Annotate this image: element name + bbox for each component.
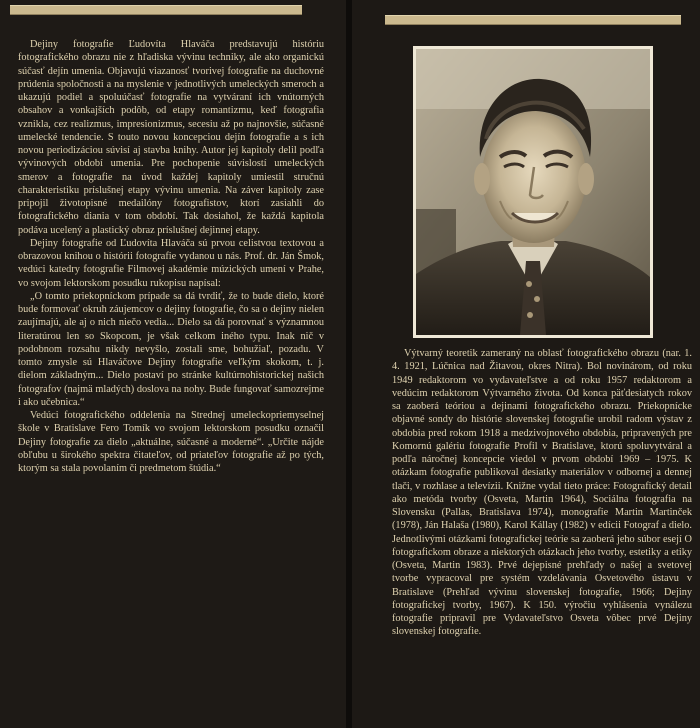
paragraph-intro: Dejiny fotografie Ľudovíta Hlaváča predstavujú históriu fotografického obrazu nie z hľadiska vývinu techniky, ale ako organickú súčasť dejín umenia. Objavujú viazanosť tvorivej fotografie na duchovné prúdenia spoločnosti a na myslenie v jednotlivých umeleckých smeroch a ukazujú podiel a spoluúčasť fotografie na vytváraní ich vnútorných obsahov a vonkajších podôb, od etapy romantizmu, keď fotografia vznikla, cez realizmus, impresionizmus, secesiu až po najnovšie, súčasné umelecké tendencie. S touto novou koncepciou dejín fotografie a s ich novou periodizáciou súvisí aj stavba knihy. Autor jej kapitoly delil podľa vývinových období umenia. Pre pochopenie súvislostí umeleckých smerov a fotografie na úvod každej kapitoly umiestil stručnú charakteristiku príslušnej etapy vývinu umenia. Na záver kapitoly zase pripojil životopisné medailóny fotografistov, ktorí zasiahli do fotografického diania v tom období. Tak dosiahol, že každá kapitola podáva ucelený a plastický obraz príslušnej dejinnej etapy. (18, 39, 324, 236)
paragraph-tomik-review: Vedúci fotografického oddelenia na Strednej umeleckopriemyselnej škole v Bratislave Fero Tomík vo svojom lektorskom posudku označil Dejiny fotografie za dielo „aktuálne, súčasné a moderné“. „Určite nájde obľubu u širokého spektra čitateľov, od priateľov fotografie až po tých, ktorým sa stala povolaním či predmetom štúdia.“ (18, 410, 324, 474)
author-portrait-photo (416, 49, 650, 335)
left-text-column (18, 38, 324, 475)
right-decorative-rule (385, 15, 681, 25)
author-biography: Výtvarný teoretik zameraný na oblasť fotografického obrazu (nar. 1. 4. 1921, Lúčnica nad Žitavou, okres Nitra). Bol novinárom, od roku 1949 redaktorom vo vydavateľstve a od roku 1957 redaktorom a vedúcim redaktorom Výtvarného života. Od konca päťdesiatych rokov sa zaoberá teóriou a dejinami fotografického obrazu. Priekopnícke objavné sondy do histórie slovenskej fotografie urobil radom výstav z obdobia pred rokom 1918 a medzivojnového obdobia, pripravených pre Komornú galériu fotografie Profil v Bratislave, ktorú spoluvytváral a podľa náročnej koncepcie viedol v prvom období 1969 – 1975. K otázkam fotografie publikoval desiatky materiálov v odbornej a dennej tlači, v rozhlase a televízii. Knižne vydal tieto práce: Fotografický detail ako metóda tvorby (Osveta, Martin 1964), Sociálna fotografia na Slovensku (Pallas, Bratislava 1974), monografie Martin Martinček (1978), Ján Halaša (1980), Karol Kállay (1982) v edícii Fotograf a dielo. Jednotlivými otázkami fotografickej teórie sa zaoberá jeho súbor esejí O fotografickom obraze a niektorých otázkach jeho tvorby, estetiky a etiky (Osveta, Martin 1983). Prvé dejepisné prehľady o našej a svetovej tvorbe vypracoval pre systém vzdelávania Osvetového ústavu v Bratislave (Prehľad vývinu slovenskej fotografie, 1966; Dejiny fotografickej tvorby, 1967). K 150. výročiu vyhlásenia vynálezu fotografie pripravil pre Vydavateľstvo Osveta vôbec prvé Dejiny slovenskej fotografie. (392, 348, 692, 638)
right-text-column (392, 347, 692, 639)
paragraph-smok-quote: „O tomto priekopníckom prípade sa dá tvrdiť, že to bude dielo, ktoré bude formovať okruh záujemcov o dejiny fotografie, čo sa o dejiny nielen zaujímajú, ale aj o nich niečo vedia... Dielo sa dá porovnať s významnou literatúrou len so Skopcom, je však celkom iného typu. Inak nič v podobnom rozsahu nikdy nevyšlo, zostali sme, bohužiaľ, pozadu. V tomto zmysle sú Hlaváčove Dejiny fotografie veľkým skokom, t. j. dielom základným... Dielo postaví po stránke kultúrnohistorickej našich fotografov (najmä mladých) doslova na nohy. Bude fungovať samozrejme i ako učebnica.“ (18, 290, 324, 408)
author-portrait-frame (413, 46, 653, 338)
paragraph-first-book: Dejiny fotografie od Ľudovíta Hlaváča sú prvou celistvou textovou a obrazovou knihou o histórii fotografie vydanou u nás. Prof. dr. Ján Šmok, vedúci katedry fotografie Filmovej akadémie múzických umení v Prahe, vo svojom lektorskom posudku rukopisu napísal: (18, 237, 324, 289)
left-decorative-rule (10, 5, 302, 15)
